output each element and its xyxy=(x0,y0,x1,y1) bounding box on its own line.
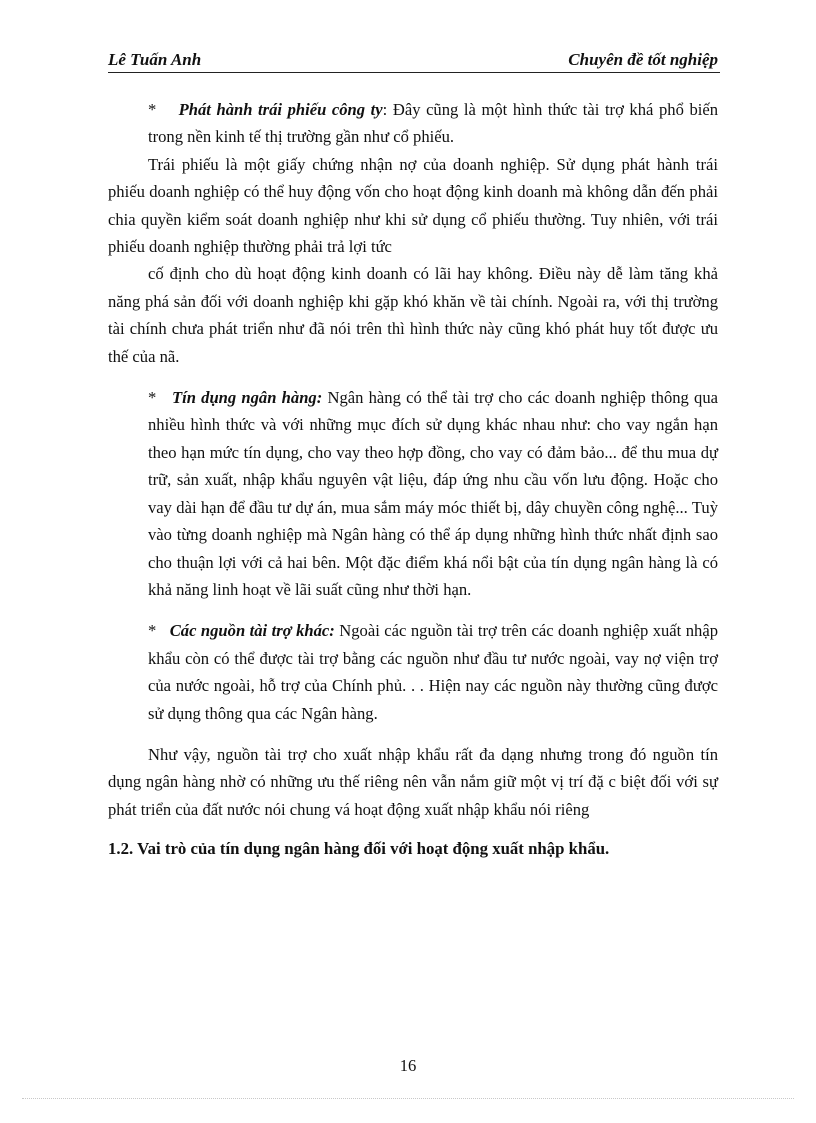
section-heading: 1.2. Vai trò của tín dụng ngân hàng đối với hoạt động xuất nhập khẩu. xyxy=(108,839,610,859)
bonds-bullet: * xyxy=(148,100,157,119)
bonds-detail-paragraph-1: Trái phiếu là một giấy chứng nhận nợ của doanh nghiệp. Sử dụng phát hành trái phiếu doanh nghiệp có thể huy động vốn cho hoạt động kinh doanh mà không dẫn đến phải chia quyền kiểm soát doanh nghiệp như khi sử dụng cổ phiếu thường. Tuy nhiên, với trái phiếu doanh nghiệp thường phải trả lợi tức xyxy=(108,154,718,257)
page-header xyxy=(108,48,720,73)
bonds-detail-paragraph-2: cố định cho dù hoạt động kinh doanh có lãi hay không. Điều này dễ làm tăng khả năng phá sản đối với doanh nghiệp khi gặp khó khăn về tài chính. Ngoài ra, với thị trường tài chính chưa phát triển như đã nói trên thì hình thức này cũng khó phát huy tốt được ưu thế của nã. xyxy=(108,264,718,366)
other-sources-bullet: * xyxy=(148,621,157,641)
bonds-paragraph xyxy=(108,96,718,151)
page-bottom-border xyxy=(22,1098,794,1099)
page-number: 16 xyxy=(399,1056,417,1075)
page-body xyxy=(108,96,718,863)
conclusion-paragraph: Như vậy, nguồn tài trợ cho xuất nhập khẩu rất đa dạng nhưng trong đó nguồn tín dụng ngân hàng nhờ có những ưu thế riêng nên vẫn nắm giữ một vị trí đặ c biệt đối với sự phát triển của đất nước nói chung vá hoạt động xuất nhập khẩu nói riêng xyxy=(108,744,718,819)
other-sources-text: Ngoài các nguồn tài trợ trên các doanh nghiệp xuất nhập khẩu còn có thể được tài trợ bằng các nguồn như đầu tư nước ngoài, vay nợ viện trợ của nước ngoài, hỗ trợ của Chính phủ. . . Hiện nay các nguồn này thường cũng được sử dụng thông qua các Ngân hàng. xyxy=(148,621,718,723)
header-author: Lê Tuấn Anh xyxy=(108,50,202,69)
header-document-type: Chuyên đề tốt nghiệp xyxy=(568,50,718,69)
bonds-text: : Đây cũng là một hình thức tài trợ khá phổ biến trong nền kinh tế thị trường gần như cổ phiếu. xyxy=(148,100,719,147)
bank-credit-paragraph xyxy=(108,384,718,603)
bank-credit-text: Ngân hàng có thể tài trợ cho các doanh nghiệp thông qua nhiều hình thức và với những mục đích sử dụng khác nhau như: cho vay ngắn hạn theo hạn mức tín dụng, cho vay theo hợp đồng, cho vay có đảm bảo... để thu mua dự trữ, sản xuất, nhập khẩu nguyên vật liệu, đáp ứng nhu cầu vốn lưu động. Hoặc cho vay dài hạn để đầu tư dự án, mua sắm máy móc thiết bị, dây chuyền công nghệ... Tuỳ vào từng doanh nghiệp mà Ngân hàng có thể áp dụng những hình thức nhất định sao cho thuận lợi với cả hai bên. Một đặc điểm khá nổi bật của tín dụng ngân hàng là có khả năng linh hoạt về lãi suất cũng như thời hạn. xyxy=(148,388,719,599)
bank-credit-label: Tín dụng ngân hàng: xyxy=(171,388,323,408)
bonds-label: Phát hành trái phiếu công ty xyxy=(178,100,383,119)
bank-credit-bullet: * xyxy=(148,388,157,408)
other-sources-label: Các nguồn tài trợ khác: xyxy=(169,621,335,641)
other-sources-paragraph xyxy=(108,617,718,727)
